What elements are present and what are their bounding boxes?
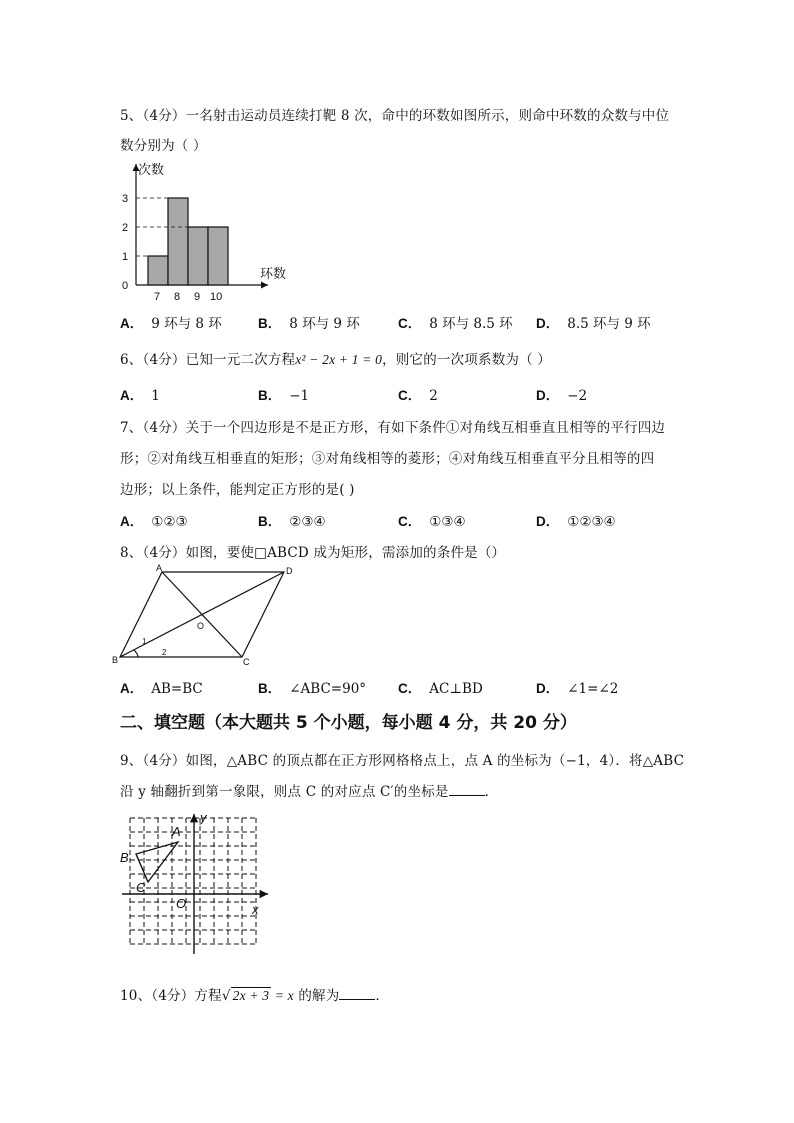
q6-option-d-label: D． — [536, 388, 560, 403]
q7-text-line1: 7、（4分）关于一个四边形是不是正方形，有如下条件①对角线互相垂直且相等的平行四边 — [120, 420, 666, 436]
q8-option-d-label: D． — [536, 681, 560, 696]
q7-option-c-label: C． — [398, 514, 422, 529]
q9-label-c: C — [136, 880, 146, 895]
q8-label-d: D — [286, 566, 293, 576]
q6-option-d-text: −2 — [567, 388, 588, 404]
q9-answer-blank[interactable] — [449, 783, 485, 796]
q9-label-x: x — [252, 902, 259, 917]
x-tick-label: 10 — [210, 291, 223, 303]
q8-option-b-text: ∠ABC=90° — [289, 681, 367, 697]
bar — [208, 227, 228, 285]
q5-option-d-text: 8.5 环与 9 环 — [567, 316, 651, 332]
y-tick-label: 1 — [122, 251, 129, 263]
q5-option-c-text: 8 环与 8.5 环 — [429, 316, 513, 332]
bar — [148, 256, 168, 285]
q7-option-a-label: A． — [120, 514, 144, 529]
q6-option-a-label: A． — [120, 388, 144, 403]
q8-option-b[interactable] — [258, 677, 366, 697]
q5-option-b[interactable] — [258, 312, 360, 332]
q6-option-c-text: 2 — [429, 388, 438, 404]
q6-suffix: ，则它的一次项系数为（ ） — [382, 352, 552, 368]
x-tick-label: 9 — [194, 291, 201, 303]
q5-option-d-label: D． — [536, 316, 560, 331]
q8-option-c-label: C． — [398, 681, 422, 696]
q6-option-c[interactable] — [398, 384, 438, 404]
q8-option-a-label: A． — [120, 681, 144, 696]
q7-option-a-text: ①②③ — [151, 514, 188, 530]
bar — [188, 227, 208, 285]
q10-rhs: = x — [271, 988, 294, 1003]
q9-text-line2 — [120, 780, 498, 800]
q9-triangle-inner — [136, 854, 148, 882]
q5-option-a[interactable] — [120, 312, 222, 332]
q8-option-a-text: AB=BC — [151, 681, 203, 697]
q9-text-line2-end: ． — [484, 784, 499, 800]
q9-grid-figure — [116, 810, 276, 960]
q7-option-c[interactable] — [398, 510, 466, 530]
q7-option-d-label: D． — [536, 514, 560, 529]
q8-label-o: O — [197, 621, 205, 631]
q8-option-c-text: AC⊥BD — [429, 681, 483, 697]
q6-option-b-label: B． — [258, 388, 282, 403]
q5-option-c[interactable] — [398, 312, 513, 332]
q7-option-d[interactable] — [536, 510, 616, 530]
q7-option-c-text: ①③④ — [429, 514, 466, 530]
q10-prefix: 10、（4分）方程 — [120, 988, 222, 1004]
y-tick-label: 0 — [122, 280, 129, 292]
q9-text-line2-main: 沿 y 轴翻折到第一象限，则点 C 的对应点 C′的坐标是 — [120, 784, 449, 800]
q10-suffix: 的解为 — [293, 988, 340, 1004]
y-axis-label: 次数 — [138, 162, 165, 177]
q7-option-a[interactable] — [120, 510, 188, 530]
q7-option-d-text: ①②③④ — [567, 514, 616, 530]
q8-option-a[interactable] — [120, 677, 203, 697]
q8-option-b-label: B． — [258, 681, 282, 696]
q7-option-b-text: ②③④ — [289, 514, 326, 530]
q5-option-c-label: C． — [398, 316, 422, 331]
x-axis-label: 环数 — [260, 266, 287, 281]
q5-text-line2: 数分别为（ ） — [120, 138, 207, 154]
q7-option-b-label: B． — [258, 514, 282, 529]
q8-angle-arc — [134, 650, 138, 657]
q9-label-a: A — [172, 824, 181, 839]
q7-text-line2: 形；②对角线互相垂直的矩形；③对角线相等的菱形；④对角线互相垂直平分且相等的四 — [120, 451, 655, 467]
q6-prefix: 6、（4分）已知一元二次方程 — [120, 352, 296, 368]
q6-option-c-label: C． — [398, 388, 422, 403]
q5-option-b-label: B． — [258, 316, 282, 331]
q9-label-y: y — [200, 810, 207, 825]
q5-option-a-text: 9 环与 8 环 — [151, 316, 222, 332]
q5-text-line1: 5、（4分）一名射击运动员连续打靶 8 次，命中的环数如图所示，则命中环数的众数与中位 — [120, 108, 670, 124]
q9-label-o: O — [176, 896, 187, 911]
y-tick-label: 3 — [122, 193, 129, 205]
q10-answer-blank[interactable] — [339, 987, 375, 1000]
x-tick-label: 8 — [174, 291, 181, 303]
q9-label-b: B — [120, 850, 129, 865]
q8-option-d[interactable] — [536, 677, 618, 697]
q5-bar-chart — [112, 156, 302, 306]
q8-label-angle2: 2 — [162, 648, 167, 657]
q8-option-c[interactable] — [398, 677, 483, 697]
q6-option-b-text: −1 — [289, 388, 310, 404]
q10-radicand: 2x + 3 — [232, 988, 270, 1003]
section-2-title: 二、填空题（本大题共 5 个小题，每小题 4 分，共 20 分） — [120, 713, 577, 733]
q5-option-b-text: 8 环与 9 环 — [289, 316, 360, 332]
q6-option-b[interactable] — [258, 384, 309, 404]
q6-equation: x² − 2x + 1 = 0 — [295, 352, 383, 367]
q9-text-line1: 9、（4分）如图，△ABC 的顶点都在正方形网格格点上，点 A 的坐标为（−1，4）．将△ABC — [120, 753, 685, 769]
q8-parallelogram-figure — [112, 562, 302, 672]
q5-option-a-label: A． — [120, 316, 144, 331]
y-tick-label: 2 — [122, 222, 129, 234]
q8-label-c: C — [243, 657, 250, 667]
q8-label-angle1: 1 — [142, 637, 147, 646]
q8-option-d-text: ∠1=∠2 — [567, 681, 619, 697]
q10-end: ． — [375, 988, 390, 1004]
q6-text — [120, 348, 551, 368]
q7-option-b[interactable] — [258, 510, 326, 530]
q8-text: 8、（4分）如图，要使□ABCD 成为矩形，需添加的条件是（） — [120, 545, 506, 561]
q8-label-a: A — [156, 563, 163, 573]
q7-text-line3: 边形；以上条件，能判定正方形的是( ) — [120, 482, 355, 498]
bar — [168, 198, 188, 285]
q8-label-b: B — [112, 655, 119, 665]
q6-option-a-text: 1 — [151, 388, 160, 404]
q10-sqrt-sign: √ — [221, 988, 231, 1004]
q10-text — [120, 984, 389, 1004]
q6-option-d[interactable] — [536, 384, 587, 404]
q5-option-d[interactable] — [536, 312, 651, 332]
x-tick-label: 7 — [154, 291, 161, 303]
q6-option-a[interactable] — [120, 384, 160, 404]
